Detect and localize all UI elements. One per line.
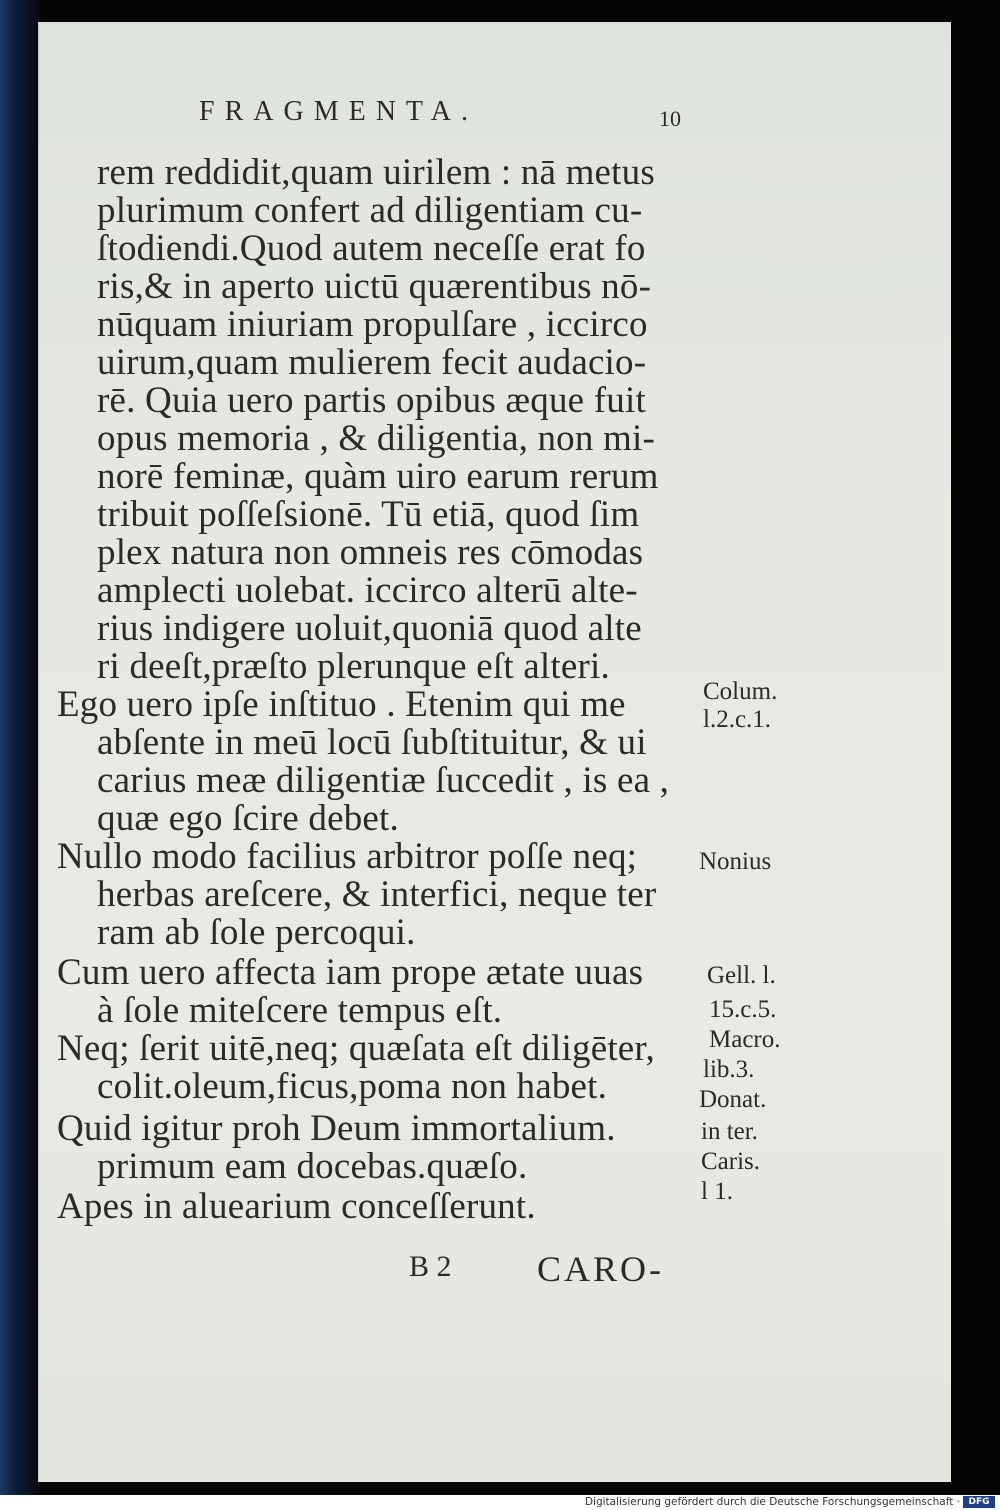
body-line: Quid igitur proh Deum immortalium. [57, 1108, 616, 1149]
body-line: rius indigere uoluit,quoniā quod alte [97, 608, 642, 649]
body-line: ri deeſt,præſto plerunque eſt alteri. [97, 646, 610, 687]
body-line: Neq; ſerit uitē,neq; quæſata eſt diligēter, [57, 1028, 655, 1069]
margin-note: 15.c.5. [709, 996, 777, 1023]
margin-note: Donat. [699, 1086, 767, 1113]
margin-note: lib.3. [703, 1056, 755, 1083]
body-line: ris,& in aperto uictū quærentibus nō- [97, 266, 652, 307]
body-line: rem reddidit,quam uirilem : nā metus [97, 152, 655, 193]
body-line: Cum uero affecta iam prope ætate uuas [57, 952, 644, 993]
body-line: plex natura non omneis res cōmodas [97, 532, 644, 573]
body-line: Nullo modo facilius arbitror poſſe neq; [57, 836, 638, 877]
body-line: abſente in meū locū ſubſtituitur, & ui [97, 722, 647, 763]
body-line: Apes in aluearium conceſſerunt. [57, 1186, 536, 1227]
signature-mark: B 2 [409, 1250, 452, 1283]
margin-note: Gell. l. [707, 962, 776, 989]
body-line: ram ab ſole percoqui. [97, 912, 416, 953]
body-line: quæ ego ſcire debet. [97, 798, 399, 839]
running-title: FRAGMENTA. [199, 96, 478, 127]
catchword: CARO- [537, 1249, 665, 1289]
body-line: opus memoria , & diligentia, non mi- [97, 418, 656, 459]
margin-note: l 1. [701, 1178, 733, 1205]
body-line: carius meæ diligentiæ ſuccedit , is ea , [97, 760, 670, 801]
body-line: primum eam docebas.quæſo. [97, 1146, 528, 1187]
body-line: plurimum confert ad diligentiam cu- [97, 190, 643, 231]
body-line: nūquam iniuriam propulſare , iccirco [97, 304, 648, 345]
margin-note: Nonius [699, 848, 772, 875]
book-edge [0, 0, 40, 1495]
body-line: uirum,quam mulierem fecit audacio- [97, 342, 647, 383]
body-line: à ſole miteſcere tempus eſt. [97, 990, 503, 1031]
book-page [38, 22, 951, 1482]
page-number: 10 [659, 106, 681, 131]
margin-note: Caris. [701, 1148, 761, 1175]
body-line: norē feminæ, quàm uiro earum rerum [97, 456, 659, 497]
margin-note: in ter. [701, 1118, 758, 1145]
margin-note: Colum. [703, 678, 778, 705]
dfg-logo: DFG [963, 1496, 995, 1508]
page-text [39, 22, 951, 1482]
margin-note: l.2.c.1. [703, 706, 772, 733]
credit-text: Digitalisierung gefördert durch die Deutsche Forschungsgemeinschaft · [584, 1496, 960, 1508]
body-line: amplecti uolebat. iccirco alterū alte- [97, 570, 638, 611]
body-line: ſtodiendi.Quod autem neceſſe erat fo [97, 228, 646, 269]
body-line: colit.oleum,ficus,poma non habet. [97, 1066, 608, 1107]
margin-note: Macro. [709, 1026, 781, 1053]
body-line: herbas areſcere, & interfici, neque ter [97, 874, 657, 915]
credit-bar [0, 1495, 1000, 1510]
body-line: tribuit poſſeſsionē. Tū etiā, quod ſim [97, 494, 640, 535]
body-line: Ego uero ipſe inſtituo . Etenim qui me [57, 684, 626, 725]
body-line: rē. Quia uero partis opibus æque fuit [97, 380, 646, 421]
